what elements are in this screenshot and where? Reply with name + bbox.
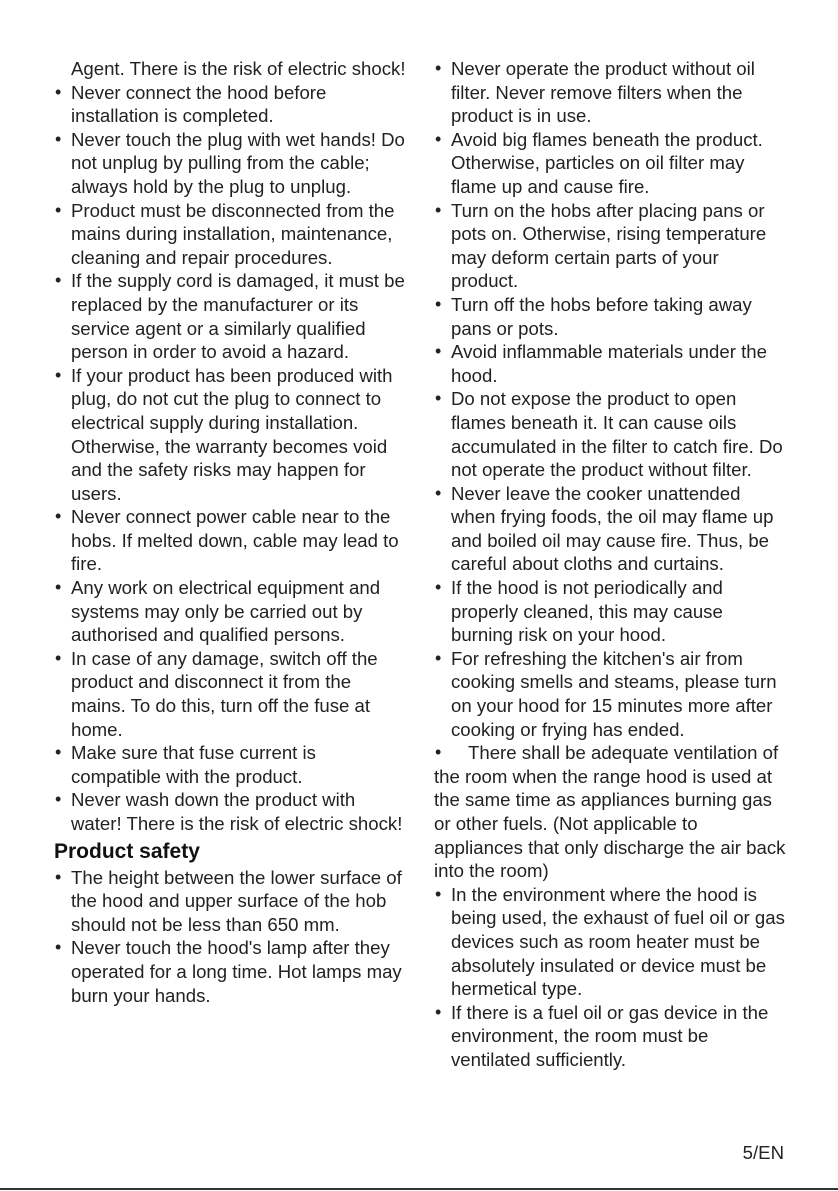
bullet-icon: • [435, 388, 442, 409]
bullet-icon: • [435, 482, 442, 503]
list-item: • Never connect the hood before installation is completed. [55, 81, 327, 127]
list-item: • Turn off the hobs before taking away pans or pots. [435, 293, 752, 339]
right-column [434, 57, 786, 1072]
list-item: • Never leave the cooker unattended when frying foods, the oil may flame up and boiled oil may cause fire. Thus, be careful about cloths and curtains. [435, 482, 774, 575]
bullet-icon: • [55, 199, 62, 220]
bullet-icon: • [55, 647, 62, 668]
list-item: • Avoid big flames beneath the product. Otherwise, particles on oil filter may flame up and cause fire. [435, 128, 763, 197]
list-item: • Never touch the hood's lamp after they operated for a long time. Hot lamps may burn your hands. [55, 937, 402, 1006]
list-item: • If there is a fuel oil or gas device in the environment, the room must be ventilated sufficiently. [435, 1001, 769, 1070]
list-item: • For refreshing the kitchen's air from cooking smells and steams, please turn on your hood for 15 minutes more after cooking or frying has ended. [435, 647, 777, 740]
bullet-icon: • [55, 937, 62, 958]
bullet-icon: • [55, 506, 62, 527]
list-item: • If the hood is not periodically and properly cleaned, this may cause burning risk on your hood. [435, 577, 723, 646]
list-item: • Never touch the plug with wet hands! Do not unplug by pulling from the cable; always hold by the plug to unplug. [55, 128, 405, 197]
bullet-icon: • [435, 341, 442, 362]
list-item: • Any work on electrical equipment and systems may only be carried out by authorised and qualified persons. [55, 577, 381, 646]
page-number: 5/EN [742, 1142, 784, 1163]
list-item: • Turn on the hobs after placing pans or pots on. Otherwise, rising temperature may deform certain parts of your product. [435, 199, 767, 292]
list-item: • Never operate the product without oil filter. Never remove filters when the product is in use. [435, 58, 755, 127]
bullet-icon: • [435, 577, 442, 598]
intro-text: Agent. There is the risk of electric shock! [71, 58, 406, 79]
list-item: • Never wash down the product with water! There is the risk of electric shock! [55, 789, 403, 834]
list-item: • Avoid inflammable materials under the hood. [435, 341, 767, 386]
left-column [54, 57, 406, 1007]
bullet-icon: • [55, 742, 62, 763]
list-item: • If the supply cord is damaged, it must be replaced by the manufacturer or its service agent or a similarly qualified person in order to avoid a hazard. [55, 270, 405, 363]
section-heading: Product safety [54, 839, 200, 863]
bullet-icon: • [435, 293, 442, 314]
list-item: • Product must be disconnected from the mains during installation, maintenance, cleaning and repair procedures. [55, 199, 395, 268]
bullet-icon: • [55, 81, 62, 102]
bullet-icon: • [55, 128, 62, 149]
bullet-icon: • [55, 577, 62, 598]
list-item: • Do not expose the product to open flames beneath it. It can cause oils accumulated in the filter to catch fire. Do not operate the product without filter. [435, 388, 783, 481]
bullet-icon: • [55, 866, 62, 887]
bullet-icon: • [435, 742, 442, 763]
list-item: • Make sure that fuse current is compatible with the product. [55, 742, 316, 787]
bullet-icon: • [55, 270, 62, 291]
bullet-icon: • [55, 789, 62, 810]
bullet-icon: • [435, 1001, 442, 1022]
list-item: • The height between the lower surface of the hood and upper surface of the hob should not be less than 650 mm. [55, 866, 402, 935]
bottom-rule [0, 1188, 838, 1190]
bullet-icon: • [435, 199, 442, 220]
bullet-icon: • [435, 883, 442, 904]
list-item: • Never connect power cable near to the hobs. If melted down, cable may lead to fire. [55, 506, 399, 575]
ventilation-item: • There shall be adequate ventilation of the room when the range hood is used at the same time as appliances burning gas or other fuels. (Not applicable to appliances that only discharge the air back into the room) [434, 742, 786, 882]
bullet-icon: • [55, 364, 62, 385]
list-item: • If your product has been produced with plug, do not cut the plug to connect to electrical supply during installation. Otherwise, the warranty becomes void and the safety risks may happen for users. [55, 364, 393, 504]
list-item: • In case of any damage, switch off the product and disconnect it from the mains. To do this, turn off the fuse at home. [55, 647, 378, 740]
bullet-icon: • [435, 58, 442, 78]
bullet-icon: • [435, 647, 442, 668]
bullet-icon: • [435, 128, 442, 149]
list-item: • In the environment where the hood is being used, the exhaust of fuel oil or gas devices such as room heater must be absolutely insulated or device must be hermetical type. [435, 883, 785, 1000]
